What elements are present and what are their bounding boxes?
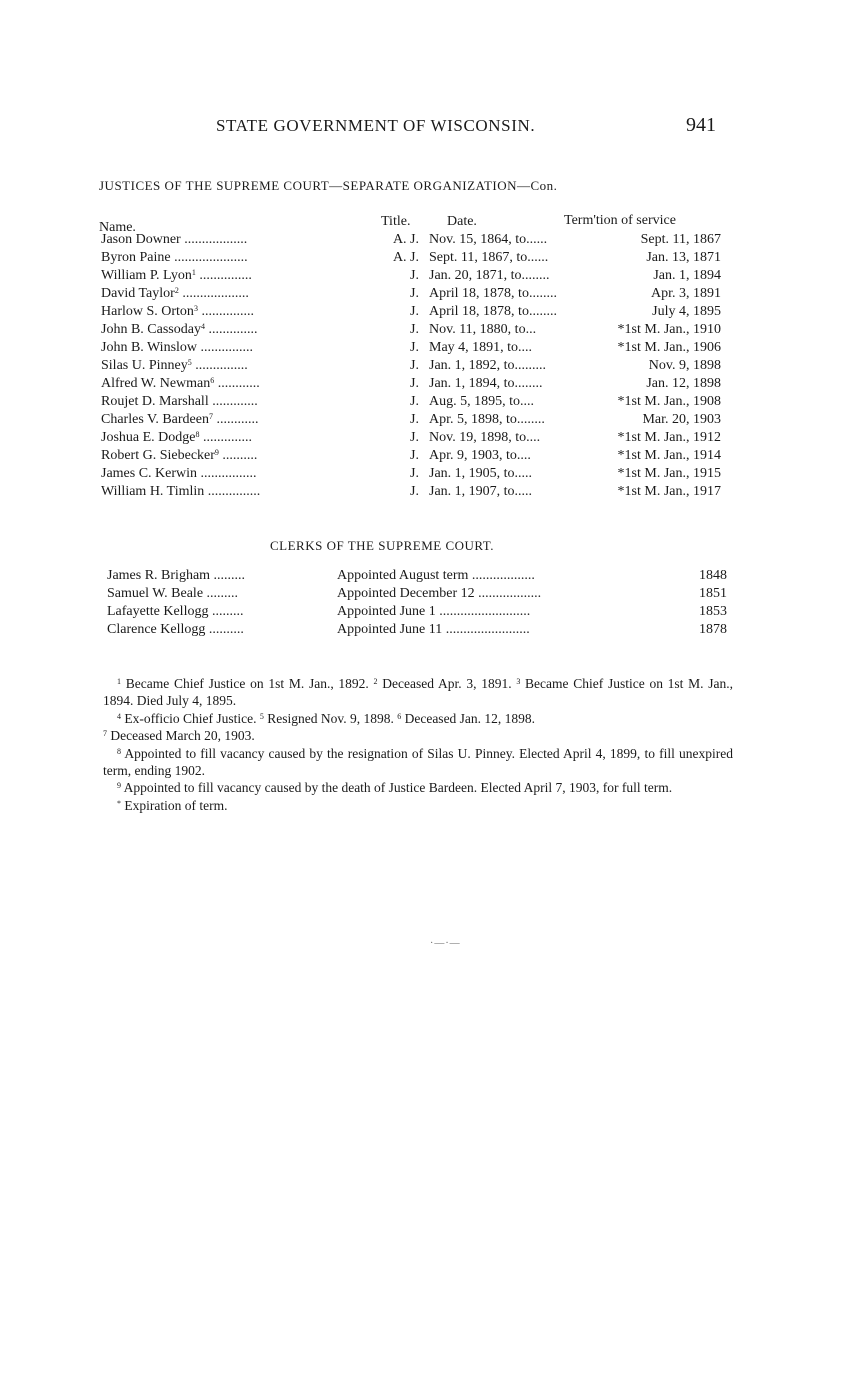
justice-term-end: July 4, 1895 — [652, 304, 721, 319]
justice-term-end: Jan. 12, 1898 — [646, 376, 721, 391]
justice-title: A. J. — [392, 232, 419, 247]
justice-start-date: Jan. 20, 1871, to........ — [429, 268, 550, 283]
justice-term-end: *1st M. Jan., 1915 — [617, 466, 721, 481]
footnote: $^4$ Ex-officio Chief Justice. $^5$ Resigned Nov. 9, 1898. $^6$ Deceased Jan. 12, 1898. — [117, 710, 536, 726]
justice-name: James C. Kerwin ................ — [101, 466, 257, 481]
justice-start-date: Jan. 1, 1894, to........ — [429, 376, 543, 391]
page-ornament: ·—·— — [430, 938, 461, 949]
clerk-name: James R. Brigham ......... — [107, 568, 246, 583]
justice-title: J. — [410, 358, 419, 373]
justice-name: Silas U. Pinney$^5$ ............... — [101, 358, 248, 373]
column-header-name: Name. — [99, 220, 136, 235]
footnote: $^7$ Deceased March 20, 1903. — [103, 728, 255, 744]
justice-title: J. — [410, 322, 419, 337]
footnote: $^1$ Became Chief Justice on 1st M. Jan., 1892. $^2$ Deceased Apr. 3, 1891. $^3$ Became Chief Justice on 1st M. Jan., 1894. Died July 4, 1895. — [103, 676, 734, 709]
table-row — [99, 268, 739, 286]
justice-term-end: *1st M. Jan., 1910 — [617, 322, 721, 337]
clerk-name: Clarence Kellogg .......... — [107, 622, 244, 637]
clerk-name: Samuel W. Beale ......... — [107, 586, 239, 601]
table-row — [99, 394, 739, 412]
justice-name: Byron Paine ..................... — [101, 250, 248, 265]
clerks-section-title: CLERKS OF THE SUPREME COURT. — [270, 538, 495, 553]
justice-title: J. — [410, 304, 419, 319]
justice-start-date: Jan. 1, 1907, to..... — [429, 484, 533, 499]
justice-title: J. — [410, 286, 419, 301]
justice-start-date: Aug. 5, 1895, to.... — [429, 394, 534, 409]
clerk-year: 1878 — [699, 622, 727, 637]
page-number: 941 — [686, 114, 716, 136]
table-row — [99, 232, 739, 250]
justice-term-end: *1st M. Jan., 1912 — [617, 430, 721, 445]
justice-term-end: Jan. 1, 1894 — [653, 268, 721, 283]
justice-start-date: Jan. 1, 1905, to..... — [429, 466, 533, 481]
footnote: * Expiration of term. — [117, 797, 228, 813]
justice-title: J. — [410, 430, 419, 445]
justice-start-date: Jan. 1, 1892, to......... — [429, 358, 547, 373]
table-row — [99, 376, 739, 394]
page-title: STATE GOVERNMENT OF WISCONSIN. — [216, 116, 536, 135]
justice-name: John B. Cassoday$^4$ .............. — [101, 322, 258, 337]
clerk-year: 1848 — [699, 568, 727, 583]
table-row — [99, 250, 739, 268]
justice-start-date: April 18, 1878, to........ — [429, 304, 557, 319]
justice-title: J. — [410, 376, 419, 391]
clerk-appointment: Appointed June 1 .......................... — [337, 604, 531, 619]
table-row — [107, 622, 732, 640]
justice-term-end: Apr. 3, 1891 — [651, 286, 721, 301]
justice-title: A. J. — [392, 250, 419, 265]
table-row — [99, 286, 739, 304]
justice-title: J. — [410, 466, 419, 481]
justice-start-date: May 4, 1891, to.... — [429, 340, 533, 355]
justice-title: J. — [410, 268, 419, 283]
justice-name: John B. Winslow ............... — [101, 340, 254, 355]
justice-name: Harlow S. Orton$^3$ ............... — [101, 304, 254, 319]
justice-term-end: *1st M. Jan., 1917 — [617, 484, 721, 499]
footnote: $^9$ Appointed to fill vacancy caused by the death of Justice Bardeen. Elected April 7, 1903, for full term. — [117, 780, 673, 796]
column-header-term: Term'tion of service — [564, 213, 676, 228]
table-row — [99, 304, 739, 322]
justice-term-end: Jan. 13, 1871 — [646, 250, 721, 265]
justice-start-date: Nov. 11, 1880, to... — [429, 322, 537, 337]
justice-name: Roujet D. Marshall ............. — [101, 394, 258, 409]
justice-name: Alfred W. Newman$^6$ ............ — [101, 376, 260, 391]
table-row — [99, 322, 739, 340]
justices-section-title: JUSTICES OF THE SUPREME COURT—SEPARATE ORGANIZATION—Con. — [99, 178, 558, 193]
justice-title: J. — [410, 340, 419, 355]
clerk-appointment: Appointed June 11 ........................ — [337, 622, 530, 637]
clerk-appointment: Appointed August term .................. — [337, 568, 535, 583]
justice-name: Joshua E. Dodge$^8$ .............. — [101, 430, 252, 445]
justice-start-date: Sept. 11, 1867, to...... — [429, 250, 549, 265]
table-row — [99, 412, 739, 430]
justice-start-date: Apr. 5, 1898, to........ — [429, 412, 545, 427]
justice-name: Robert G. Siebecker$^9$ .......... — [101, 448, 258, 463]
table-row — [107, 568, 732, 586]
table-row — [99, 358, 739, 376]
justice-title: J. — [410, 448, 419, 463]
footnotes — [103, 675, 733, 814]
table-row — [99, 448, 739, 466]
justice-term-end: *1st M. Jan., 1914 — [617, 448, 721, 463]
page-header — [0, 114, 859, 142]
table-row — [99, 466, 739, 484]
column-header-date: Date. — [447, 214, 477, 229]
justice-term-end: *1st M. Jan., 1908 — [617, 394, 721, 409]
justice-name: William H. Timlin ............... — [101, 484, 261, 499]
clerk-year: 1853 — [699, 604, 727, 619]
table-row — [99, 430, 739, 448]
justice-name: William P. Lyon$^1$ ............... — [101, 268, 252, 283]
table-row — [107, 604, 732, 622]
clerk-name: Lafayette Kellogg ......... — [107, 604, 244, 619]
clerk-appointment: Appointed December 12 .................. — [337, 586, 542, 601]
justices-table — [99, 232, 739, 502]
column-header-title: Title. — [381, 214, 411, 229]
justice-start-date: April 18, 1878, to........ — [429, 286, 557, 301]
justice-term-end: Nov. 9, 1898 — [648, 358, 721, 373]
justice-term-end: Mar. 20, 1903 — [642, 412, 721, 427]
justice-name: David Taylor$^2$ ................... — [101, 286, 249, 301]
table-row — [107, 586, 732, 604]
justice-title: J. — [410, 484, 419, 499]
clerks-table — [107, 568, 732, 640]
justice-start-date: Apr. 9, 1903, to.... — [429, 448, 531, 463]
table-row — [99, 484, 739, 502]
justice-name: Jason Downer .................. — [101, 232, 248, 247]
clerk-year: 1851 — [699, 586, 727, 601]
justice-start-date: Nov. 15, 1864, to...... — [429, 232, 548, 247]
table-row — [99, 340, 739, 358]
footnote: $^8$ Appointed to fill vacancy caused by the resignation of Silas U. Pinney. Elected April 4, 1899, to fill unexpired term, ending 1902. — [103, 745, 733, 779]
justice-name: Charles V. Bardeen$^7$ ............ — [101, 412, 259, 427]
justice-title: J. — [410, 412, 419, 427]
justice-term-end: *1st M. Jan., 1906 — [617, 340, 721, 355]
justice-term-end: Sept. 11, 1867 — [640, 232, 721, 247]
justice-title: J. — [410, 394, 419, 409]
justice-start-date: Nov. 19, 1898, to.... — [429, 430, 541, 445]
